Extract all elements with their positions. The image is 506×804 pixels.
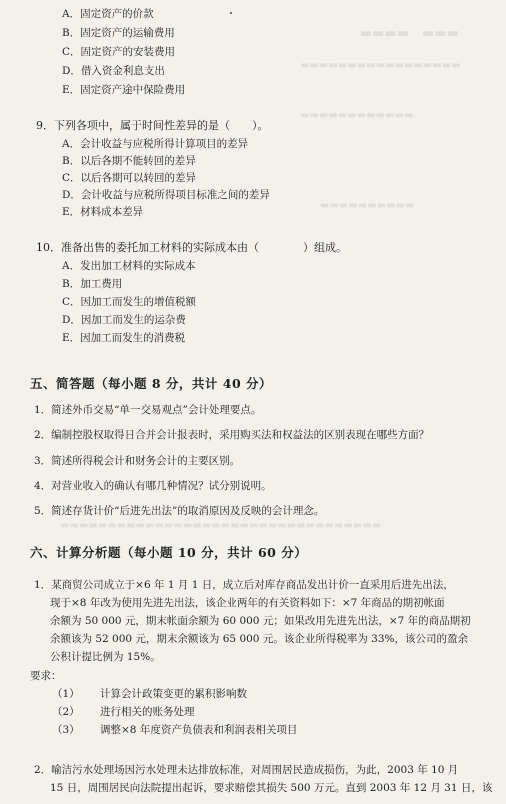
- section5-title: 五、简答题（每小题 8 分，共计 40 分）: [30, 376, 273, 391]
- q9-option-a: A．会计收益与应税所得计算项目的差异: [62, 138, 249, 150]
- q2-line-1: 2．喻洁污水处理场因污水处理未达排放标准，对周围居民造成损伤，为此，2003 年 10 月: [34, 764, 459, 776]
- q9-option-e: E．材料成本差异: [62, 206, 144, 218]
- requirements-label: 要求：: [30, 670, 62, 682]
- q1-line-3: 余额为 50 000 元，期末帐面余额为 60 000 元；如果改用先进先出法，×7 年的商品期初: [50, 615, 471, 627]
- q2-line-2: 15 日，周围居民向法院提出起诉，要求赔偿其损失 500 万元。直到 2003 年 12 月 31 日，该: [50, 782, 493, 794]
- q8-option-a: A．固定资产的价款: [62, 8, 154, 20]
- section5-item-3: 3．简述所得税会计和财务会计的主要区别。: [34, 455, 241, 467]
- q10-stem: 10．准备出售的委托加工材料的实际成本由（ ）组成。: [36, 241, 347, 254]
- q9-option-d: D．会计收益与应税所得项目标准之间的差异: [62, 189, 270, 201]
- q1-line-1: 1．某商贸公司成立于×6 年 1 月 1 日，成立后对库存商品发出计价一直采用后进先出法，: [34, 579, 454, 591]
- q9-option-c: C．以后各期可以转回的差异: [62, 172, 197, 184]
- req-2-text: 进行相关的账务处理: [100, 706, 195, 718]
- q9-stem: 9．下列各项中，属于时间性差异的是（ ）。: [36, 119, 269, 132]
- bleed-through-text: ▬▬▬▬ ▬▬▬: [360, 26, 459, 41]
- q1-line-2: 现于×8 年改为使用先进先出法，该企业两年的有关资料如下：×7 年商品的期初帐面: [50, 597, 445, 609]
- q10-option-e: E．因加工而发生的消费税: [62, 332, 186, 344]
- q8-option-d: D．借入资金利息支出: [62, 65, 165, 77]
- q10-option-a: A．发出加工材料的实际成本: [62, 260, 196, 272]
- req-1-number: （1）: [52, 688, 80, 700]
- q8-option-e: E．固定资产途中保险费用: [62, 84, 186, 96]
- bleed-through-text: ▬▬▬▬▬▬▬▬▬▬▬▬▬▬▬▬▬▬▬▬▬▬▬▬▬▬▬▬▬▬▬▬▬▬: [60, 520, 382, 531]
- bleed-through-text: ▬▬▬▬▬▬▬▬▬▬: [320, 200, 415, 211]
- bleed-through-text: ▬▬▬▬▬▬▬▬▬▬▬▬▬▬▬▬▬: [300, 60, 461, 71]
- section5-item-4: 4．对营业收入的确认有哪几种情况？试分别说明。: [34, 480, 272, 492]
- q8-option-b: B．固定资产的运输费用: [62, 27, 175, 39]
- section6-title: 六、计算分析题（每小题 10 分，共计 60 分）: [30, 545, 308, 560]
- req-3-text: 调整×8 年度资产负债表和利润表相关项目: [100, 724, 298, 736]
- q8-option-c: C．固定资产的安装费用: [62, 46, 176, 58]
- q1-line-5: 公积计提比例为 15%。: [50, 651, 161, 663]
- q1-line-4: 余额该为 52 000 元，期末余额该为 65 000 元。该企业所得税率为 33%，该公司的盈余: [50, 633, 469, 645]
- scan-speck: [230, 12, 232, 14]
- q10-option-c: C．因加工而发生的增值税额: [62, 296, 197, 308]
- bleed-through-text: ▬▬▬▬▬▬▬▬▬▬▬▬: [300, 110, 414, 121]
- q10-option-b: B．加工费用: [62, 278, 123, 290]
- req-3-number: （3）: [52, 724, 80, 736]
- q10-option-d: D．因加工而发生的运杂费: [62, 314, 186, 326]
- q9-option-b: B．以后各期不能转回的差异: [62, 155, 196, 167]
- section5-item-1: 1．简述外币交易“单一交易观点”会计处理要点。: [34, 404, 262, 416]
- section5-item-2: 2．编制控股权取得日合并会计报表时，采用购买法和权益法的区别表现在哪些方面？: [34, 429, 430, 441]
- section5-item-5: 5．简述存货计价“后进先出法”的取消原因及反映的会计理念。: [34, 505, 325, 517]
- req-1-text: 计算会计政策变更的累积影响数: [100, 688, 247, 700]
- req-2-number: （2）: [52, 706, 80, 718]
